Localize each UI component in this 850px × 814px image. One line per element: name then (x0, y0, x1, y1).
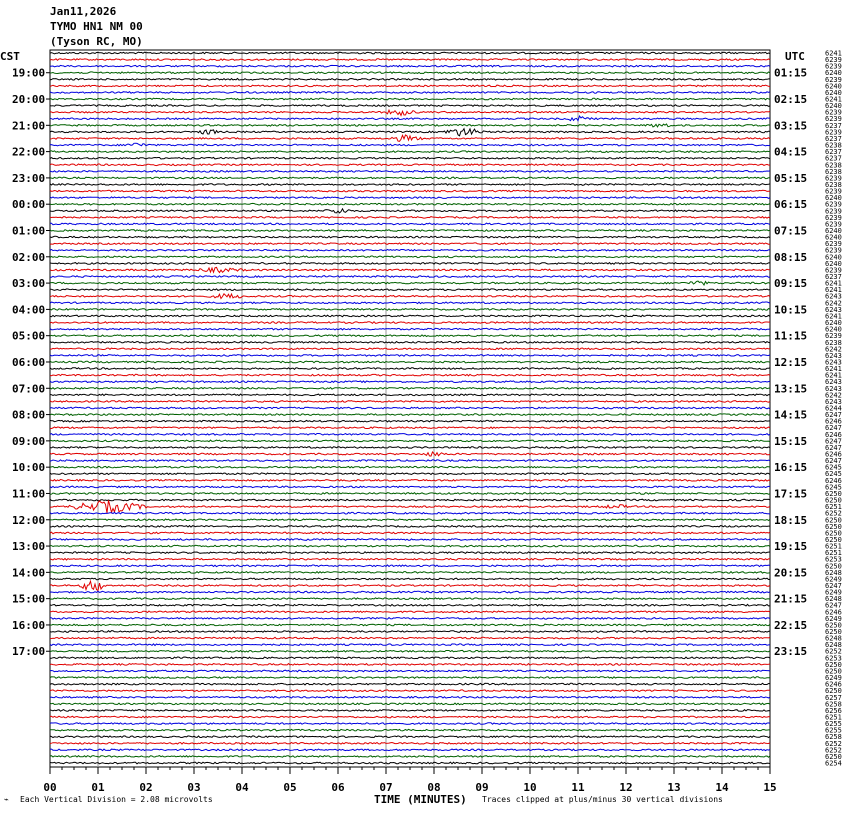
trace-offset-label: 6240 (825, 253, 842, 262)
seismic-trace (50, 762, 770, 764)
trace-offset-label: 6242 (825, 299, 842, 308)
trace-offset-label: 6239 (825, 213, 842, 222)
footer-icon: ⌁ (4, 795, 9, 804)
seismic-trace (50, 565, 770, 567)
trace-offset-label: 6240 (825, 319, 842, 328)
seismic-trace (50, 466, 770, 468)
seismic-trace (50, 716, 770, 718)
seismic-trace (50, 171, 770, 173)
seismic-trace (50, 388, 770, 390)
seismic-trace (50, 703, 770, 705)
trace-offset-label: 6238 (825, 161, 842, 170)
seismic-trace (50, 690, 770, 692)
x-tick-label: 06 (331, 781, 345, 794)
trace-offset-label: 6246 (825, 417, 842, 426)
trace-offset-label: 6246 (825, 450, 842, 459)
seismic-trace (50, 143, 770, 146)
seismic-trace (50, 98, 770, 100)
trace-offset-label: 6238 (825, 338, 842, 347)
trace-offset-label: 6249 (825, 614, 842, 623)
seismic-trace (50, 611, 770, 613)
seismic-trace (50, 440, 770, 442)
seismic-trace (50, 749, 770, 751)
seismic-trace (50, 381, 770, 383)
utc-hour-label: 21:15 (774, 592, 808, 606)
seismic-trace (50, 230, 770, 232)
cst-hour-label: 01:00 (12, 224, 46, 238)
seismic-trace (50, 618, 770, 620)
seismic-trace (50, 486, 770, 488)
seismic-trace (50, 545, 770, 547)
trace-offset-label: 6239 (825, 62, 842, 71)
trace-offset-label: 6239 (825, 56, 842, 65)
cst-hour-label: 15:00 (12, 592, 46, 606)
trace-offset-label: 6241 (825, 371, 842, 380)
seismic-trace (50, 512, 770, 514)
trace-offset-label: 6250 (825, 667, 842, 676)
trace-offset-label: 6241 (825, 312, 842, 321)
trace-offset-label: 6239 (825, 174, 842, 183)
seismic-trace (50, 532, 770, 534)
trace-offset-label: 6251 (825, 542, 842, 551)
seismic-trace (50, 756, 770, 758)
seismic-trace (50, 348, 770, 350)
seismic-trace (50, 526, 770, 528)
seismic-trace (50, 322, 770, 324)
trace-offset-label: 6247 (825, 582, 842, 590)
seismic-trace (50, 631, 770, 633)
trace-offset-label: 6250 (825, 687, 842, 696)
trace-offset-label: 6245 (825, 463, 842, 472)
utc-hour-label: 19:15 (774, 540, 808, 554)
seismic-trace (50, 197, 770, 199)
seismic-trace (50, 729, 770, 731)
seismic-trace (50, 407, 770, 409)
seismic-trace (50, 558, 770, 560)
trace-offset-label: 6246 (825, 680, 842, 689)
utc-hour-label: 08:15 (774, 250, 808, 264)
seismic-trace (50, 361, 770, 363)
utc-hour-label: 05:15 (774, 171, 808, 185)
trace-offset-label: 6246 (825, 476, 842, 485)
utc-hour-label: 06:15 (774, 198, 808, 212)
trace-offset-label: 6249 (825, 575, 842, 584)
cst-hour-label: 16:00 (12, 618, 46, 632)
trace-offset-label: 6239 (825, 200, 842, 209)
seismic-trace (50, 683, 770, 685)
x-tick-label: 13 (667, 781, 681, 794)
seismic-trace (50, 164, 770, 166)
seismic-trace (50, 110, 770, 115)
utc-hour-label: 14:15 (774, 408, 808, 422)
utc-hour-label: 02:15 (774, 93, 808, 107)
trace-offset-label: 6250 (825, 621, 842, 630)
trace-offset-label: 6247 (825, 437, 842, 446)
seismic-trace (50, 355, 770, 357)
station-location: (Tyson RC, MO) (50, 35, 143, 48)
cst-hour-label: 22:00 (12, 145, 46, 159)
trace-offset-label: 6239 (825, 187, 842, 196)
trace-offset-label: 6241 (825, 286, 842, 295)
trace-offset-label: 6250 (825, 529, 842, 538)
seismic-trace (50, 394, 770, 396)
utc-hour-label: 18:15 (774, 513, 808, 527)
trace-offset-label: 6252 (825, 739, 842, 748)
trace-offset-label: 6250 (825, 489, 842, 498)
seismic-trace (50, 289, 770, 291)
trace-offset-label: 6243 (825, 384, 842, 393)
cst-hour-label: 07:00 (12, 382, 46, 396)
timezone-right-label: UTC (785, 50, 805, 63)
seismic-trace (50, 591, 770, 593)
seismic-trace (50, 92, 770, 94)
x-tick-label: 08 (427, 781, 441, 794)
utc-hour-label: 07:15 (774, 224, 808, 238)
seismic-trace (50, 368, 770, 370)
seismic-trace (50, 72, 770, 74)
trace-offset-label: 6247 (825, 424, 842, 433)
seismic-trace (50, 723, 770, 725)
trace-offset-label: 6239 (825, 207, 842, 216)
seismic-trace (50, 572, 770, 574)
seismic-trace (50, 79, 770, 81)
cst-hour-label: 12:00 (12, 513, 46, 527)
seismic-trace (50, 460, 770, 462)
utc-hour-label: 22:15 (774, 618, 808, 632)
seismic-trace (50, 243, 770, 245)
trace-offset-label: 6240 (825, 102, 842, 111)
utc-hour-label: 03:15 (774, 119, 808, 133)
trace-offset-label: 6257 (825, 693, 842, 702)
trace-offset-label: 6256 (825, 706, 842, 715)
trace-offset-label: 6250 (825, 516, 842, 525)
trace-offset-label: 6237 (825, 134, 842, 143)
seismic-trace (50, 499, 770, 501)
trace-offset-label: 6250 (825, 628, 842, 637)
seismic-trace (50, 85, 770, 87)
trace-offset-label: 6248 (825, 568, 842, 577)
seismic-trace (50, 223, 770, 225)
seismic-trace (50, 328, 770, 330)
trace-offset-label: 6247 (825, 411, 842, 420)
trace-offset-label: 6250 (825, 660, 842, 669)
seismic-trace (50, 302, 770, 304)
trace-offset-label: 6237 (825, 148, 842, 157)
seismic-trace (50, 664, 770, 666)
trace-offset-label: 6238 (825, 180, 842, 189)
seismic-trace (50, 124, 770, 127)
seismic-trace (50, 184, 770, 186)
seismic-trace (50, 157, 770, 159)
trace-offset-label: 6250 (825, 752, 842, 761)
seismic-trace (50, 650, 770, 652)
utc-hour-label: 20:15 (774, 566, 808, 580)
seismic-trace (50, 116, 770, 121)
seismic-trace (50, 604, 770, 606)
trace-offset-label: 6246 (825, 430, 842, 439)
trace-offset-label: 6243 (825, 397, 842, 406)
utc-hour-label: 01:15 (774, 66, 808, 80)
utc-hour-label: 15:15 (774, 434, 808, 448)
trace-offset-label: 6250 (825, 496, 842, 505)
trace-offset-label: 6241 (825, 365, 842, 374)
trace-offset-label: 6237 (825, 121, 842, 130)
cst-hour-label: 13:00 (12, 540, 46, 554)
x-tick-label: 05 (283, 781, 297, 794)
trace-offset-label: 6253 (825, 555, 842, 564)
seismic-trace (50, 736, 770, 738)
seismic-trace (50, 434, 770, 436)
timezone-left-label: CST (0, 50, 20, 63)
seismic-trace (50, 473, 770, 475)
trace-offset-label: 6251 (825, 503, 842, 512)
trace-offset-label: 6243 (825, 292, 842, 301)
seismic-trace (50, 500, 770, 513)
seismic-trace (50, 743, 770, 745)
utc-hour-label: 16:15 (774, 461, 808, 475)
trace-offset-label: 6255 (825, 726, 842, 735)
seismic-trace (50, 401, 770, 403)
x-tick-label: 03 (187, 781, 201, 794)
seismic-trace (50, 657, 770, 659)
trace-offset-label: 6240 (825, 325, 842, 334)
seismic-trace (50, 203, 770, 205)
seismic-trace (50, 374, 770, 376)
x-tick-label: 15 (763, 781, 777, 794)
cst-hour-label: 14:00 (12, 566, 46, 580)
cst-hour-label: 00:00 (12, 198, 46, 212)
trace-offset-label: 6258 (825, 700, 842, 709)
cst-hour-label: 04:00 (12, 303, 46, 317)
trace-offset-label: 6244 (825, 404, 842, 413)
cst-hour-label: 19:00 (12, 66, 46, 80)
trace-offset-label: 6243 (825, 305, 842, 314)
seismic-trace (50, 151, 770, 153)
trace-offset-label: 6243 (825, 378, 842, 387)
seismic-trace (50, 256, 770, 258)
trace-offset-label: 6251 (825, 713, 842, 722)
x-tick-label: 04 (235, 781, 249, 794)
trace-offset-label: 6242 (825, 345, 842, 354)
x-tick-label: 07 (379, 781, 393, 794)
trace-offset-label: 6239 (825, 332, 842, 341)
seismic-trace (50, 52, 770, 54)
x-tick-label: 02 (139, 781, 153, 794)
x-tick-label: 00 (43, 781, 57, 794)
seismic-trace (50, 294, 770, 299)
cst-hour-label: 10:00 (12, 461, 46, 475)
trace-offset-label: 6237 (825, 273, 842, 282)
cst-hour-label: 09:00 (12, 434, 46, 448)
cst-hour-label: 02:00 (12, 250, 46, 264)
seismic-trace (50, 249, 770, 251)
x-tick-label: 12 (619, 781, 633, 794)
trace-offset-label: 6239 (825, 220, 842, 229)
seismic-trace (50, 177, 770, 179)
trace-offset-label: 6240 (825, 82, 842, 91)
seismic-trace (50, 697, 770, 699)
cst-hour-label: 20:00 (12, 93, 46, 107)
seismic-trace (50, 342, 770, 344)
cst-hour-label: 05:00 (12, 329, 46, 343)
seismic-trace (50, 493, 770, 495)
trace-offset-label: 6245 (825, 483, 842, 492)
seismic-trace (50, 552, 770, 554)
trace-offset-label: 6241 (825, 95, 842, 104)
cst-hour-label: 23:00 (12, 171, 46, 185)
seismic-trace (50, 670, 770, 672)
x-tick-label: 09 (475, 781, 489, 794)
seismic-trace (50, 539, 770, 541)
utc-hour-label: 04:15 (774, 145, 808, 159)
trace-offset-label: 6238 (825, 167, 842, 176)
trace-offset-label: 6243 (825, 351, 842, 360)
trace-offset-label: 6252 (825, 509, 842, 518)
trace-offset-label: 6239 (825, 108, 842, 117)
trace-offset-label: 6239 (825, 75, 842, 84)
trace-offset-label: 6248 (825, 634, 842, 643)
trace-offset-label: 6247 (825, 457, 842, 466)
trace-offset-label: 6249 (825, 674, 842, 683)
seismic-trace (50, 447, 770, 449)
utc-hour-label: 17:15 (774, 487, 808, 501)
cst-hour-label: 03:00 (12, 277, 46, 291)
trace-offset-label: 6251 (825, 549, 842, 558)
seismic-trace (50, 420, 770, 422)
x-tick-label: 14 (715, 781, 729, 794)
x-tick-label: 10 (523, 781, 537, 794)
trace-offset-label: 6239 (825, 266, 842, 275)
trace-offset-label: 6239 (825, 240, 842, 249)
cst-hour-label: 11:00 (12, 487, 46, 501)
seismic-trace (50, 135, 770, 141)
seismic-trace (50, 598, 770, 600)
seismic-trace (50, 644, 770, 646)
seismic-trace (50, 581, 770, 590)
seismic-trace (50, 217, 770, 219)
utc-hour-label: 09:15 (774, 277, 808, 291)
trace-offset-label: 6239 (825, 246, 842, 255)
trace-offset-label: 6239 (825, 115, 842, 124)
utc-hour-label: 23:15 (774, 645, 808, 659)
trace-offset-label: 6238 (825, 141, 842, 150)
seismic-trace (50, 624, 770, 626)
seismic-trace (50, 335, 770, 337)
station-channel: TYMO HN1 NM 00 (50, 20, 143, 33)
seismic-trace (50, 677, 770, 679)
seismic-trace (50, 263, 770, 265)
seismic-trace (50, 105, 770, 107)
trace-offset-label: 6254 (825, 759, 842, 768)
trace-offset-label: 6241 (825, 279, 842, 288)
seismic-trace (50, 578, 770, 580)
seismic-trace (50, 209, 770, 213)
seismic-trace (50, 452, 770, 456)
utc-hour-label: 10:15 (774, 303, 808, 317)
trace-offset-label: 6255 (825, 720, 842, 729)
trace-offset-label: 6240 (825, 259, 842, 268)
cst-hour-label: 21:00 (12, 119, 46, 133)
seismic-trace (50, 65, 770, 67)
clip-note: Traces clipped at plus/minus 30 vertical divisions (482, 795, 723, 804)
cst-hour-label: 17:00 (12, 645, 46, 659)
trace-offset-label: 6247 (825, 601, 842, 610)
trace-offset-label: 6240 (825, 69, 842, 78)
x-tick-label: 01 (91, 781, 105, 794)
trace-offset-label: 6240 (825, 194, 842, 203)
seismic-trace (50, 281, 770, 285)
trace-offset-label: 6246 (825, 608, 842, 617)
trace-offset-label: 6245 (825, 470, 842, 479)
trace-offset-label: 6250 (825, 562, 842, 571)
seismic-trace (50, 315, 770, 317)
utc-hour-label: 11:15 (774, 329, 808, 343)
seismic-trace (50, 276, 770, 278)
station-date: Jan11,2026 (50, 5, 117, 18)
x-axis-title: TIME (MINUTES) (374, 793, 467, 806)
trace-offset-label: 6250 (825, 522, 842, 531)
trace-offset-label: 6250 (825, 535, 842, 544)
trace-offset-label: 6243 (825, 358, 842, 367)
seismic-trace (50, 710, 770, 712)
seismic-trace (50, 637, 770, 639)
seismic-trace (50, 267, 770, 272)
seismic-trace (50, 414, 770, 416)
vertical-scale-note: Each Vertical Division = 2.08 microvolts (20, 795, 213, 804)
trace-offset-label: 6241 (825, 49, 842, 58)
trace-offset-label: 6249 (825, 588, 842, 597)
seismic-trace (50, 519, 770, 521)
seismic-trace (50, 190, 770, 192)
trace-offset-label: 6253 (825, 654, 842, 663)
x-tick-label: 11 (571, 781, 585, 794)
trace-offset-label: 6247 (825, 443, 842, 452)
trace-offset-label: 6252 (825, 647, 842, 656)
cst-hour-label: 06:00 (12, 355, 46, 369)
seismic-trace (50, 309, 770, 311)
seismic-trace (50, 427, 770, 429)
seismic-trace (50, 480, 770, 482)
seismic-trace (50, 59, 770, 61)
trace-offset-label: 6240 (825, 233, 842, 242)
trace-offset-label: 6248 (825, 595, 842, 604)
trace-offset-label: 6240 (825, 227, 842, 235)
trace-offset-label: 6242 (825, 391, 842, 400)
seismic-trace (50, 236, 770, 238)
cst-hour-label: 08:00 (12, 408, 46, 422)
trace-offset-label: 6258 (825, 733, 842, 742)
utc-hour-label: 13:15 (774, 382, 808, 396)
trace-offset-label: 6237 (825, 154, 842, 163)
trace-offset-label: 6240 (825, 88, 842, 97)
trace-offset-label: 6248 (825, 641, 842, 650)
utc-hour-label: 12:15 (774, 355, 808, 369)
trace-offset-label: 6239 (825, 128, 842, 137)
trace-offset-label: 6252 (825, 746, 842, 755)
